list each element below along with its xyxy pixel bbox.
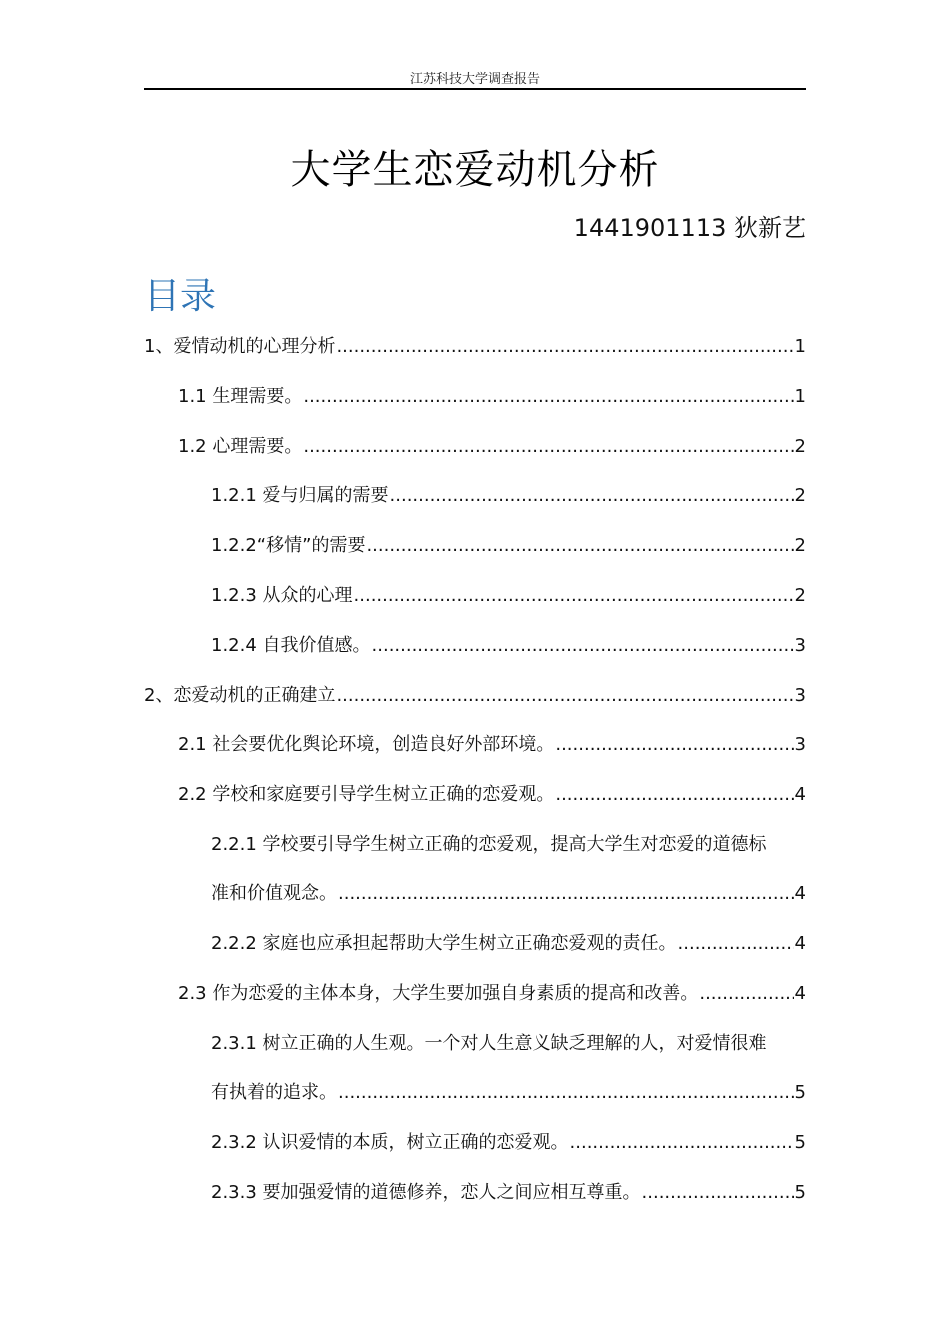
toc-leader-dots [338, 882, 794, 906]
toc-entry-text: 1、爱情动机的心理分析 [144, 336, 336, 357]
toc-entry[interactable] [211, 634, 806, 658]
toc-leader-dots [678, 932, 794, 956]
author-line: 1441901113 狄新艺 [573, 214, 806, 242]
toc-entry-text: 2.3 作为恋爱的主体本身，大学生要加强自身素质的提高和改善。 [178, 983, 699, 1004]
toc-page-number: 4 [794, 883, 806, 904]
toc-entry[interactable] [211, 1081, 806, 1105]
toc-page-number: 3 [794, 635, 806, 656]
toc-entry[interactable] [178, 982, 806, 1006]
header-rule [144, 88, 806, 90]
toc-entry-text: 1.2 心理需要。 [178, 436, 303, 457]
toc-entry[interactable] [211, 534, 806, 558]
toc-entry-text: 2.1 社会要优化舆论环境，创造良好外部环境。 [178, 734, 555, 755]
toc-entry-text: 2.3.2 认识爱情的本质，树立正确的恋爱观。 [211, 1132, 569, 1153]
toc-entry-text: 1.2.1 爱与归属的需要 [211, 485, 389, 506]
toc-entry-text: 1.1 生理需要。 [178, 386, 303, 407]
toc-entry[interactable] [144, 335, 806, 359]
toc-page-number: 2 [794, 535, 806, 556]
toc-leader-dots [303, 385, 793, 409]
toc-leader-dots [699, 982, 793, 1006]
toc-entry[interactable] [178, 435, 806, 459]
toc-page-number: 2 [794, 485, 806, 506]
toc-entry-text: 2、恋爱动机的正确建立 [144, 685, 336, 706]
toc-leader-dots [303, 435, 793, 459]
toc-page-number: 2 [794, 436, 806, 457]
toc-leader-dots [336, 684, 793, 708]
toc-page-number: 4 [794, 933, 806, 954]
toc-leader-dots [354, 584, 794, 608]
toc-entry[interactable] [211, 584, 806, 608]
toc-page-number: 5 [794, 1082, 806, 1103]
toc-entry-text-line1[interactable]: 2.3.1 树立正确的人生观。一个对人生意义缺乏理解的人，对爱情很难 [211, 1033, 767, 1054]
toc-entry[interactable] [178, 733, 806, 757]
page-header-text: 江苏科技大学调查报告 [409, 72, 540, 87]
toc-page-number: 5 [794, 1182, 806, 1203]
toc-leader-dots [642, 1181, 794, 1205]
toc-page-number: 3 [794, 685, 806, 706]
toc-page-number: 2 [794, 585, 806, 606]
toc-entry[interactable] [211, 1181, 806, 1205]
document-title: 大学生恋爱动机分析 [290, 147, 660, 193]
toc-entry-text: 1.2.2“移情”的需要 [211, 535, 366, 556]
toc-page-number: 1 [794, 336, 806, 357]
toc-leader-dots [372, 634, 794, 658]
toc-page-number: 1 [794, 386, 806, 407]
toc-page-number: 4 [794, 784, 806, 805]
toc-leader-dots [570, 1131, 794, 1155]
toc-entry[interactable] [211, 484, 806, 508]
toc-heading: 目录 [144, 276, 217, 317]
toc-entry-text: 有执着的追求。 [211, 1082, 337, 1103]
toc-entry[interactable] [178, 385, 806, 409]
toc-page-number: 4 [794, 983, 806, 1004]
toc-entry-text: 1.2.4 自我价值感。 [211, 635, 371, 656]
toc-page-number: 3 [794, 734, 806, 755]
toc-entry[interactable] [178, 783, 806, 807]
toc-entry[interactable] [144, 684, 806, 708]
toc-entry-text: 2.2 学校和家庭要引导学生树立正确的恋爱观。 [178, 784, 555, 805]
toc-entry-text: 准和价值观念。 [211, 883, 337, 904]
toc-entry-text: 1.2.3 从众的心理 [211, 585, 353, 606]
toc-leader-dots [390, 484, 794, 508]
toc-leader-dots [338, 1081, 794, 1105]
toc-entry-text: 2.2.2 家庭也应承担起帮助大学生树立正确恋爱观的责任。 [211, 933, 677, 954]
toc-entry-text-line1[interactable]: 2.2.1 学校要引导学生树立正确的恋爱观，提高大学生对恋爱的道德标 [211, 834, 767, 855]
toc-entry[interactable] [211, 932, 806, 956]
toc-page-number: 5 [794, 1132, 806, 1153]
toc-entry-text: 2.3.3 要加强爱情的道德修养，恋人之间应相互尊重。 [211, 1182, 641, 1203]
toc-entry[interactable] [211, 882, 806, 906]
toc-leader-dots [366, 534, 793, 558]
toc-leader-dots [336, 335, 793, 359]
toc-leader-dots [555, 783, 793, 807]
toc-entry[interactable] [211, 1131, 806, 1155]
toc-leader-dots [555, 733, 793, 757]
